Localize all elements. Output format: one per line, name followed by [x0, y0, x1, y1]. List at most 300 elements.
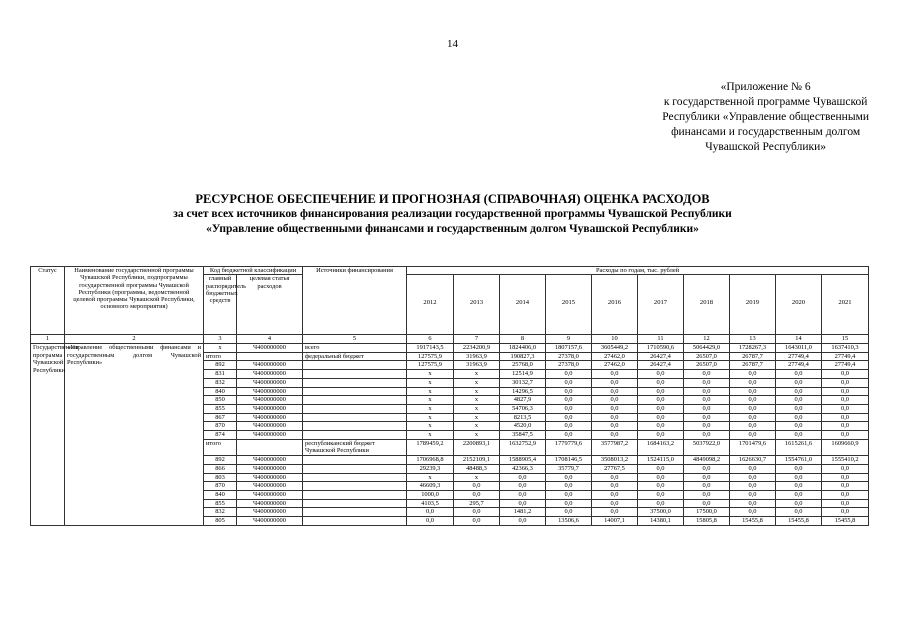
value-cell: 5037922,0: [684, 439, 730, 455]
article-cell: Ч400000000: [237, 387, 303, 396]
value-cell: 0,0: [454, 517, 500, 526]
value-cell: 0,0: [684, 422, 730, 431]
value-cell: 15455,8: [730, 517, 776, 526]
column-number: 15: [822, 335, 869, 344]
value-cell: 26507,0: [684, 361, 730, 370]
value-cell: 0,0: [684, 490, 730, 499]
source-cell: республиканский бюджет Чувашской Республики: [303, 439, 407, 455]
gr-cell: 832: [204, 378, 237, 387]
value-cell: x: [454, 404, 500, 413]
value-cell: 27749,4: [822, 352, 869, 361]
value-cell: 0,0: [776, 404, 822, 413]
header-year: 2019: [730, 275, 776, 335]
value-cell: 0,0: [730, 396, 776, 405]
header-expenses: Расходы по годам, тыс. рублей: [407, 267, 869, 275]
value-cell: x: [454, 413, 500, 422]
value-cell: 0,0: [546, 404, 592, 413]
value-cell: 0,0: [592, 404, 638, 413]
source-cell: [303, 499, 407, 508]
value-cell: 4520,0: [500, 422, 546, 431]
gr-cell: 832: [204, 508, 237, 517]
gr-cell: 874: [204, 431, 237, 440]
appendix-line: к государственной программе Чувашской: [663, 96, 868, 108]
value-cell: 0,0: [684, 482, 730, 491]
value-cell: 31963,9: [454, 361, 500, 370]
value-cell: x: [407, 422, 454, 431]
value-cell: 1588905,4: [500, 456, 546, 465]
value-cell: 37500,0: [638, 508, 684, 517]
value-cell: 0,0: [776, 396, 822, 405]
value-cell: 13506,6: [546, 517, 592, 526]
value-cell: 0,0: [592, 422, 638, 431]
article-cell: Ч400000000: [237, 508, 303, 517]
value-cell: 0,0: [546, 413, 592, 422]
value-cell: x: [454, 431, 500, 440]
header-name: Наименование государственной программы Чувашской Республики, подпрограммы государственной программы Чувашской Республики (программы, ведомственной целевой программы Чувашской Республики, основного мероприятия): [65, 267, 204, 335]
source-cell: [303, 508, 407, 517]
value-cell: 0,0: [776, 482, 822, 491]
value-cell: 0,0: [730, 490, 776, 499]
column-number: 7: [454, 335, 500, 344]
value-cell: 0,0: [822, 387, 869, 396]
source-cell: [303, 370, 407, 379]
article-cell: Ч400000000: [237, 473, 303, 482]
column-number-row: [31, 335, 869, 344]
value-cell: 0,0: [684, 404, 730, 413]
value-cell: 26427,4: [638, 361, 684, 370]
value-cell: 17500,0: [684, 508, 730, 517]
gr-cell: 870: [204, 482, 237, 491]
value-cell: 0,0: [546, 499, 592, 508]
source-cell: [303, 387, 407, 396]
article-cell: Ч400000000: [237, 361, 303, 370]
value-cell: 46609,3: [407, 482, 454, 491]
page-number: 14: [447, 38, 458, 50]
value-cell: 1684163,2: [638, 439, 684, 455]
value-cell: 0,0: [684, 431, 730, 440]
value-cell: 0,0: [638, 378, 684, 387]
column-number: 8: [500, 335, 546, 344]
value-cell: 4849098,2: [684, 456, 730, 465]
column-number: 14: [776, 335, 822, 344]
value-cell: 0,0: [638, 482, 684, 491]
value-cell: 0,0: [407, 517, 454, 526]
source-cell: [303, 378, 407, 387]
column-number: 3: [204, 335, 237, 344]
value-cell: 0,0: [592, 413, 638, 422]
value-cell: 0,0: [546, 431, 592, 440]
value-cell: 0,0: [730, 482, 776, 491]
source-cell: [303, 482, 407, 491]
source-cell: [303, 517, 407, 526]
value-cell: 42366,3: [500, 464, 546, 473]
value-cell: 1779779,6: [546, 439, 592, 455]
gr-cell: итого: [204, 352, 237, 361]
value-cell: 0,0: [454, 508, 500, 517]
gr-cell: 867: [204, 413, 237, 422]
value-cell: x: [454, 370, 500, 379]
value-cell: 14380,1: [638, 517, 684, 526]
value-cell: 0,0: [684, 499, 730, 508]
value-cell: 0,0: [730, 413, 776, 422]
value-cell: 0,0: [822, 404, 869, 413]
value-cell: 0,0: [730, 499, 776, 508]
value-cell: 15455,8: [776, 517, 822, 526]
value-cell: 0,0: [822, 482, 869, 491]
value-cell: 27462,0: [592, 352, 638, 361]
source-cell: [303, 422, 407, 431]
value-cell: 0,0: [730, 378, 776, 387]
source-cell: [303, 396, 407, 405]
value-cell: 1000,0: [407, 490, 454, 499]
header-status: Статус: [31, 267, 65, 335]
appendix-block: [662, 80, 869, 155]
value-cell: 27749,4: [776, 352, 822, 361]
source-cell: [303, 490, 407, 499]
value-cell: 0,0: [500, 517, 546, 526]
value-cell: 0,0: [592, 431, 638, 440]
value-cell: 0,0: [776, 370, 822, 379]
value-cell: 5064429,0: [684, 344, 730, 353]
value-cell: 190827,3: [500, 352, 546, 361]
value-cell: 127575,9: [407, 361, 454, 370]
value-cell: 0,0: [822, 490, 869, 499]
value-cell: 54706,3: [500, 404, 546, 413]
header-row-1: [31, 267, 869, 275]
value-cell: 0,0: [592, 378, 638, 387]
title-line-2: за счет всех источников финансирования реализации государственной программы Чувашской Республики: [173, 208, 732, 220]
header-year: 2017: [638, 275, 684, 335]
header-year: 2018: [684, 275, 730, 335]
value-cell: 0,0: [592, 482, 638, 491]
value-cell: 0,0: [546, 482, 592, 491]
value-cell: 27749,4: [776, 361, 822, 370]
value-cell: 0,0: [730, 508, 776, 517]
value-cell: 12514,9: [500, 370, 546, 379]
value-cell: 0,0: [684, 473, 730, 482]
value-cell: 29239,3: [407, 464, 454, 473]
value-cell: 1615261,6: [776, 439, 822, 455]
header-year: 2020: [776, 275, 822, 335]
source-cell: [303, 431, 407, 440]
source-cell: [303, 473, 407, 482]
gr-cell: 805: [204, 517, 237, 526]
header-year: 2016: [592, 275, 638, 335]
column-number: 12: [684, 335, 730, 344]
value-cell: 31963,9: [454, 352, 500, 361]
header-year: 2015: [546, 275, 592, 335]
title-line-1: РЕСУРСНОЕ ОБЕСПЕЧЕНИЕ И ПРОГНОЗНАЯ (СПРАВОЧНАЯ) ОЦЕНКА РАСХОДОВ: [195, 192, 710, 206]
value-cell: 0,0: [776, 431, 822, 440]
value-cell: 0,0: [684, 378, 730, 387]
column-number: 4: [237, 335, 303, 344]
header-budget-code: Код бюджетной классификации: [204, 267, 303, 275]
value-cell: 1789459,2: [407, 439, 454, 455]
article-cell: Ч400000000: [237, 404, 303, 413]
value-cell: 30132,7: [500, 378, 546, 387]
value-cell: 0,0: [592, 508, 638, 517]
header-year: 2021: [822, 275, 869, 335]
value-cell: 1632752,9: [500, 439, 546, 455]
value-cell: 2234200,9: [454, 344, 500, 353]
value-cell: 0,0: [592, 473, 638, 482]
article-cell: Ч400000000: [237, 517, 303, 526]
gr-cell: 892: [204, 361, 237, 370]
header-year: 2014: [500, 275, 546, 335]
gr-cell: x: [204, 344, 237, 353]
article-cell: Ч400000000: [237, 413, 303, 422]
title-line-3: «Управление общественными финансами и государственным долгом Чувашской Республики»: [206, 223, 699, 235]
appendix-line: Чувашской Республики»: [705, 141, 826, 153]
value-cell: 1728267,3: [730, 344, 776, 353]
column-number: 5: [303, 335, 407, 344]
value-cell: 0,0: [776, 413, 822, 422]
value-cell: 1554761,0: [776, 456, 822, 465]
value-cell: 26787,7: [730, 361, 776, 370]
value-cell: 0,0: [638, 413, 684, 422]
value-cell: 0,0: [730, 422, 776, 431]
value-cell: x: [454, 378, 500, 387]
value-cell: 0,0: [638, 499, 684, 508]
value-cell: x: [407, 473, 454, 482]
value-cell: 26787,7: [730, 352, 776, 361]
value-cell: x: [407, 431, 454, 440]
value-cell: 0,0: [638, 404, 684, 413]
appendix-line: финансами и государственным долгом: [671, 126, 861, 138]
value-cell: 0,0: [454, 482, 500, 491]
value-cell: 0,0: [730, 431, 776, 440]
gr-cell: 840: [204, 490, 237, 499]
value-cell: 4103,5: [407, 499, 454, 508]
value-cell: 27749,4: [822, 361, 869, 370]
resource-table: [30, 266, 869, 526]
source-cell: [303, 404, 407, 413]
value-cell: 0,0: [638, 387, 684, 396]
article-cell: Ч400000000: [237, 464, 303, 473]
value-cell: 48488,3: [454, 464, 500, 473]
value-cell: 35779,7: [546, 464, 592, 473]
source-cell: [303, 456, 407, 465]
appendix-line: Республики «Управление общественными: [662, 111, 869, 123]
value-cell: 3577987,2: [592, 439, 638, 455]
value-cell: x: [407, 396, 454, 405]
header-article: целевая статья расходов: [237, 275, 303, 335]
column-number: 6: [407, 335, 454, 344]
article-cell: [237, 439, 303, 455]
value-cell: 0,0: [638, 370, 684, 379]
article-cell: Ч400000000: [237, 482, 303, 491]
column-number: 11: [638, 335, 684, 344]
article-cell: Ч400000000: [237, 422, 303, 431]
value-cell: 0,0: [500, 473, 546, 482]
value-cell: 0,0: [822, 473, 869, 482]
value-cell: 0,0: [776, 499, 822, 508]
column-number: 9: [546, 335, 592, 344]
value-cell: 35847,5: [500, 431, 546, 440]
value-cell: x: [407, 378, 454, 387]
value-cell: 1824406,0: [500, 344, 546, 353]
value-cell: 0,0: [546, 378, 592, 387]
value-cell: 0,0: [684, 396, 730, 405]
value-cell: 1524115,0: [638, 456, 684, 465]
article-cell: Ч400000000: [237, 370, 303, 379]
value-cell: 0,0: [684, 387, 730, 396]
value-cell: 1626630,7: [730, 456, 776, 465]
value-cell: 3605449,2: [592, 344, 638, 353]
document-title: [0, 192, 905, 237]
article-cell: Ч400000000: [237, 431, 303, 440]
value-cell: 2200893,1: [454, 439, 500, 455]
value-cell: 1643011,0: [776, 344, 822, 353]
value-cell: 0,0: [776, 508, 822, 517]
value-cell: 15455,8: [822, 517, 869, 526]
value-cell: 0,0: [776, 473, 822, 482]
value-cell: 0,0: [776, 378, 822, 387]
value-cell: 1555410,2: [822, 456, 869, 465]
value-cell: 27767,5: [592, 464, 638, 473]
value-cell: x: [407, 370, 454, 379]
gr-cell: 850: [204, 396, 237, 405]
gr-cell: 855: [204, 499, 237, 508]
value-cell: 0,0: [638, 431, 684, 440]
article-cell: Ч400000000: [237, 378, 303, 387]
value-cell: x: [407, 387, 454, 396]
value-cell: 0,0: [592, 396, 638, 405]
value-cell: 14296,5: [500, 387, 546, 396]
appendix-line: «Приложение № 6: [720, 81, 811, 93]
value-cell: 1917143,5: [407, 344, 454, 353]
value-cell: 0,0: [684, 464, 730, 473]
value-cell: 0,0: [684, 413, 730, 422]
header-year: 2013: [454, 275, 500, 335]
gr-cell: 892: [204, 456, 237, 465]
value-cell: 0,0: [546, 422, 592, 431]
value-cell: 0,0: [500, 499, 546, 508]
value-cell: 0,0: [730, 464, 776, 473]
value-cell: 0,0: [822, 396, 869, 405]
value-cell: 0,0: [592, 499, 638, 508]
gr-cell: итого: [204, 439, 237, 455]
value-cell: 0,0: [546, 490, 592, 499]
column-number: 1: [31, 335, 65, 344]
value-cell: 1637410,3: [822, 344, 869, 353]
source-cell: [303, 413, 407, 422]
value-cell: x: [407, 413, 454, 422]
article-cell: [237, 352, 303, 361]
value-cell: 1708146,5: [546, 456, 592, 465]
gr-cell: 855: [204, 404, 237, 413]
value-cell: 295,7: [454, 499, 500, 508]
value-cell: 0,0: [500, 482, 546, 491]
value-cell: 0,0: [454, 490, 500, 499]
value-cell: 0,0: [592, 387, 638, 396]
value-cell: 0,0: [546, 370, 592, 379]
value-cell: 0,0: [822, 413, 869, 422]
value-cell: 0,0: [592, 370, 638, 379]
value-cell: 4827,9: [500, 396, 546, 405]
value-cell: 1710590,6: [638, 344, 684, 353]
value-cell: 1807157,6: [546, 344, 592, 353]
value-cell: 0,0: [546, 396, 592, 405]
value-cell: x: [454, 387, 500, 396]
table-row: [31, 344, 869, 353]
value-cell: 0,0: [730, 387, 776, 396]
value-cell: 2152109,1: [454, 456, 500, 465]
gr-cell: 840: [204, 387, 237, 396]
value-cell: 27378,0: [546, 352, 592, 361]
value-cell: 1481,2: [500, 508, 546, 517]
value-cell: 26427,4: [638, 352, 684, 361]
value-cell: 0,0: [822, 422, 869, 431]
value-cell: 0,0: [730, 404, 776, 413]
value-cell: 0,0: [776, 422, 822, 431]
source-cell: всего: [303, 344, 407, 353]
value-cell: 1609660,9: [822, 439, 869, 455]
value-cell: 0,0: [592, 490, 638, 499]
article-cell: Ч400000000: [237, 499, 303, 508]
gr-cell: 803: [204, 473, 237, 482]
article-cell: Ч400000000: [237, 490, 303, 499]
header-year: 2012: [407, 275, 454, 335]
value-cell: 0,0: [822, 370, 869, 379]
value-cell: 0,0: [407, 508, 454, 517]
value-cell: 0,0: [500, 490, 546, 499]
program-name-cell: «Управление общественными финансами и государственным долгом Чувашской Республики»: [65, 344, 204, 526]
value-cell: 0,0: [546, 508, 592, 517]
value-cell: 0,0: [776, 464, 822, 473]
value-cell: 27462,0: [592, 361, 638, 370]
article-cell: Ч400000000: [237, 344, 303, 353]
column-number: 10: [592, 335, 638, 344]
status-cell: Государственная программа Чувашской Республики: [31, 344, 65, 526]
value-cell: 0,0: [638, 396, 684, 405]
value-cell: 27378,0: [546, 361, 592, 370]
value-cell: 1701479,6: [730, 439, 776, 455]
value-cell: x: [407, 404, 454, 413]
source-cell: федеральный бюджет: [303, 352, 407, 361]
value-cell: 14007,1: [592, 517, 638, 526]
source-cell: [303, 464, 407, 473]
gr-cell: 866: [204, 464, 237, 473]
article-cell: Ч400000000: [237, 456, 303, 465]
value-cell: x: [454, 473, 500, 482]
value-cell: 0,0: [822, 431, 869, 440]
value-cell: x: [454, 422, 500, 431]
value-cell: 3508013,2: [592, 456, 638, 465]
header-gr: главный распорядитель бюджетных средств: [204, 275, 237, 335]
value-cell: 0,0: [638, 464, 684, 473]
value-cell: 127575,9: [407, 352, 454, 361]
value-cell: 0,0: [730, 370, 776, 379]
value-cell: 0,0: [822, 378, 869, 387]
value-cell: 1706968,8: [407, 456, 454, 465]
value-cell: x: [454, 396, 500, 405]
column-number: 13: [730, 335, 776, 344]
column-number: 2: [65, 335, 204, 344]
value-cell: 0,0: [822, 508, 869, 517]
value-cell: 0,0: [776, 490, 822, 499]
value-cell: 0,0: [684, 370, 730, 379]
value-cell: 0,0: [730, 473, 776, 482]
value-cell: 26507,0: [684, 352, 730, 361]
value-cell: 0,0: [546, 473, 592, 482]
value-cell: 0,0: [638, 473, 684, 482]
value-cell: 0,0: [822, 499, 869, 508]
gr-cell: 831: [204, 370, 237, 379]
value-cell: 0,0: [638, 490, 684, 499]
gr-cell: 870: [204, 422, 237, 431]
value-cell: 0,0: [546, 387, 592, 396]
